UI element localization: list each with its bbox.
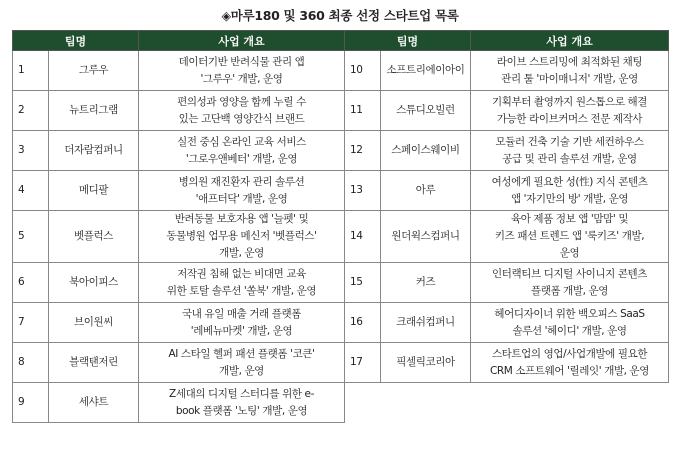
summary-line: 가능한 라이브커머스 전문 제작사 xyxy=(496,112,643,125)
startup-table xyxy=(12,30,669,423)
summary-line: 위한 토탈 솔루션 '쏠북' 개발, 운영 xyxy=(166,284,317,297)
summary-line: '레베뉴마켓' 개발, 운영 xyxy=(190,324,293,337)
summary-line: CRM 소프트웨어 '릴레잇' 개발, 운영 xyxy=(489,364,650,377)
summary-line: '그루우' 개발, 운영 xyxy=(200,72,283,85)
header-summary-right: 사업 개요 xyxy=(471,31,669,51)
business-summary xyxy=(471,51,669,91)
team-name: 스튜디오빌런 xyxy=(381,91,471,131)
table-row xyxy=(13,51,669,91)
row-number: 1 xyxy=(13,51,49,91)
team-name: 북아이피스 xyxy=(49,263,139,303)
summary-line: 기획부터 촬영까지 원스톱으로 해결 xyxy=(492,95,648,108)
summary-line: 반려동물 보호자용 앱 '늘펫' 및 xyxy=(174,213,309,225)
row-number: 5 xyxy=(13,211,49,263)
summary-line: Z세대의 디지털 스터디를 위한 e- xyxy=(169,387,314,400)
summary-line: '애프터닥' 개발, 운영 xyxy=(195,192,288,205)
row-number: 16 xyxy=(345,303,381,343)
table-row xyxy=(13,303,669,343)
team-name: 원더윅스컴퍼니 xyxy=(381,211,471,263)
business-summary xyxy=(471,263,669,303)
empty-cell xyxy=(345,383,669,423)
row-number: 3 xyxy=(13,131,49,171)
row-number: 14 xyxy=(345,211,381,263)
business-summary xyxy=(139,91,345,131)
row-number: 11 xyxy=(345,91,381,131)
team-name: 그루우 xyxy=(49,51,139,91)
business-summary xyxy=(471,303,669,343)
table-header-row xyxy=(13,31,669,51)
row-number: 12 xyxy=(345,131,381,171)
summary-line: 솔루션 '헤이디' 개발, 운영 xyxy=(512,324,627,337)
row-number: 6 xyxy=(13,263,49,303)
business-summary xyxy=(139,171,345,211)
table-row xyxy=(13,171,669,211)
business-summary xyxy=(139,383,345,423)
business-summary xyxy=(139,263,345,303)
summary-line: 육아 제품 정보 앱 '맘맘' 및 xyxy=(510,213,629,225)
table-row xyxy=(13,383,669,423)
team-name: 세샤트 xyxy=(49,383,139,423)
summary-line: 여성에게 필요한 성(性) 지식 콘텐츠 xyxy=(491,175,648,188)
summary-line: 병의원 재진환자 관리 솔루션 xyxy=(178,175,305,188)
team-name: 벳플럭스 xyxy=(49,211,139,263)
summary-line: 개발, 운영 xyxy=(219,364,264,377)
business-summary xyxy=(139,211,345,263)
row-number: 13 xyxy=(345,171,381,211)
business-summary xyxy=(139,131,345,171)
summary-line: AI 스타일 헬퍼 패션 플랫폼 '코큰' xyxy=(168,347,315,360)
header-team-left: 팀명 xyxy=(13,31,139,51)
row-number: 4 xyxy=(13,171,49,211)
table-row xyxy=(13,343,669,383)
team-name: 메디팔 xyxy=(49,171,139,211)
row-number: 15 xyxy=(345,263,381,303)
row-number: 10 xyxy=(345,51,381,91)
team-name: 뉴트리그램 xyxy=(49,91,139,131)
row-number: 17 xyxy=(345,343,381,383)
summary-line: 관리 툴 '마이매니저' 개발, 운영 xyxy=(501,72,638,85)
business-summary xyxy=(139,51,345,91)
team-name: 더자람컴퍼니 xyxy=(49,131,139,171)
summary-line: '그로우앤베터' 개발, 운영 xyxy=(185,152,298,165)
summary-line: book 플랫폼 '노팅' 개발, 운영 xyxy=(175,404,308,417)
summary-line: 라이브 스트리밍에 최적화된 채팅 xyxy=(496,55,643,68)
team-name: 브이원씨 xyxy=(49,303,139,343)
business-summary xyxy=(471,91,669,131)
row-number: 2 xyxy=(13,91,49,131)
header-summary-left: 사업 개요 xyxy=(139,31,345,51)
summary-line: 모듈러 건축 기술 기반 세컨하우스 xyxy=(495,135,644,148)
summary-line: 동물병원 업무용 메신저 '벳플럭스' xyxy=(166,230,317,242)
business-summary xyxy=(471,131,669,171)
team-name: 커즈 xyxy=(381,263,471,303)
team-name: 크래쉬컴퍼니 xyxy=(381,303,471,343)
summary-line: 헤어디자이너 위한 백오피스 SaaS xyxy=(494,307,645,320)
header-team-right: 팀명 xyxy=(345,31,471,51)
summary-line: 실전 중심 온라인 교육 서비스 xyxy=(177,135,306,148)
summary-line: 키즈 패션 트렌드 앱 '룩키즈' 개발, xyxy=(494,230,645,242)
summary-line: 저작권 침해 없는 비대면 교육 xyxy=(177,267,306,280)
business-summary xyxy=(139,343,345,383)
summary-line: 운영 xyxy=(559,247,580,259)
team-name: 아루 xyxy=(381,171,471,211)
team-name: 픽셀릭코리아 xyxy=(381,343,471,383)
table-row xyxy=(13,211,669,263)
summary-line: 플랫폼 개발, 운영 xyxy=(531,284,609,297)
row-number: 9 xyxy=(13,383,49,423)
summary-line: 인터랙티브 디지털 사이니지 콘텐츠 xyxy=(492,267,648,280)
summary-line: 국내 유일 매출 거래 플랫폼 xyxy=(182,307,301,320)
summary-line: 공급 및 관리 솔루션 개발, 운영 xyxy=(502,152,637,165)
business-summary xyxy=(471,343,669,383)
business-summary xyxy=(139,303,345,343)
team-name: 소프트리에이아이 xyxy=(381,51,471,91)
page-title: ◈마루180 및 360 최종 선정 스타트업 목록 xyxy=(221,8,459,23)
business-summary xyxy=(471,211,669,263)
row-number: 8 xyxy=(13,343,49,383)
summary-line: 앱 '자기만의 방' 개발, 운영 xyxy=(510,192,629,205)
table-row xyxy=(13,263,669,303)
business-summary xyxy=(471,171,669,211)
summary-line: 편의성과 영양을 함께 누릴 수 xyxy=(177,95,306,108)
summary-line: 스타트업의 영업/사업개발에 필요한 xyxy=(491,347,648,360)
table-row xyxy=(13,91,669,131)
row-number: 7 xyxy=(13,303,49,343)
team-name: 블랙탠저린 xyxy=(49,343,139,383)
summary-line: 개발, 운영 xyxy=(219,247,264,259)
team-name: 스페이스웨이비 xyxy=(381,131,471,171)
summary-line: 있는 고단백 영양간식 브랜드 xyxy=(178,112,305,125)
summary-line: 데이터기반 반려식물 관리 앱 xyxy=(178,55,305,68)
table-row xyxy=(13,131,669,171)
